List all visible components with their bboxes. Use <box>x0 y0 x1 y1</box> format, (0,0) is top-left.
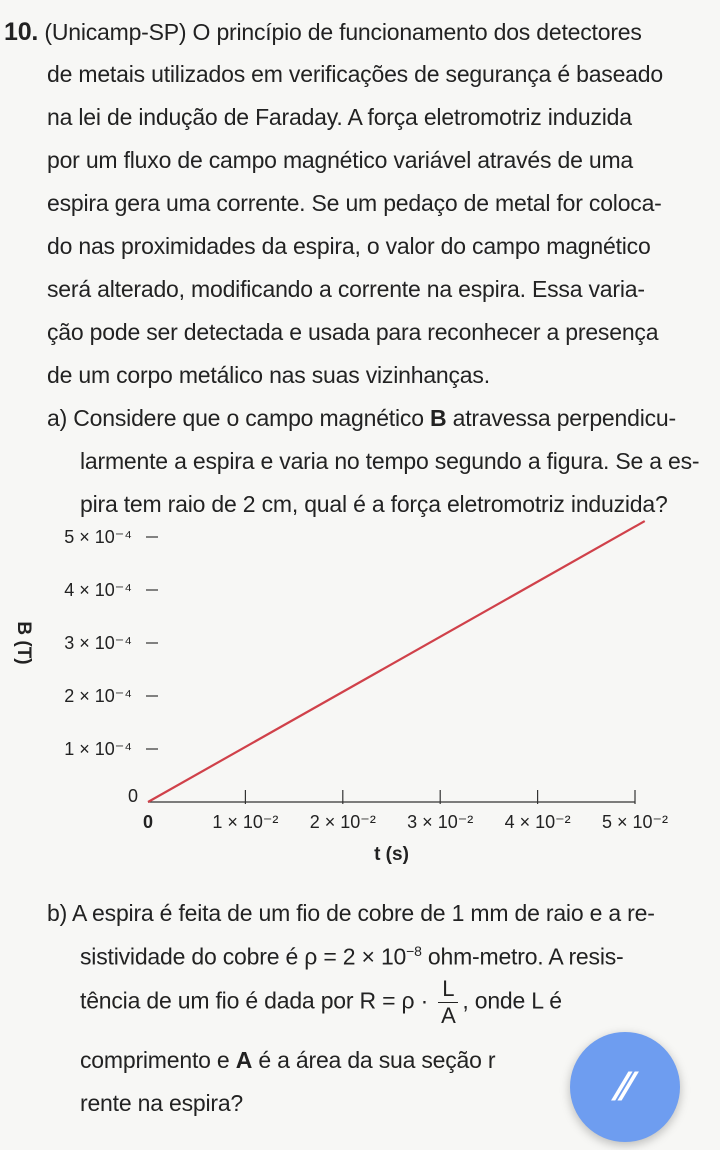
part-b-line-5: rente na espira? <box>80 1090 244 1116</box>
part-b-line-1 <box>47 900 655 927</box>
part-b-text-2-post: ohm-metro. A resis- <box>421 943 624 970</box>
x-tick-label: 1 × 10⁻² <box>212 812 279 832</box>
question-line-4: espira gera uma corrente. Se um pedaço de metal for coloca- <box>47 190 662 216</box>
fraction-numerator: L <box>438 978 458 1003</box>
part-b-text-4-post: é a área da sua seção r <box>252 1047 496 1073</box>
y-tick-label: 1 × 10⁻⁴ <box>64 739 132 759</box>
question-line-0: (Unicamp-SP) O princípio de funcionamento dos detectores <box>44 19 642 45</box>
part-b-text-3-pre: tência de um fio é dada por <box>80 987 360 1014</box>
x-tick-label: 2 × 10⁻² <box>309 812 376 832</box>
y-tick-label: 0 <box>127 786 138 806</box>
question-line-8: de um corpo metálico nas suas vizinhanças. <box>47 362 490 388</box>
part-a-text-post: atravessa perpendicu- <box>446 405 676 431</box>
part-b-bold-a: A <box>235 1047 253 1073</box>
resistivity-equation: ρ = 2 × 10 <box>304 943 407 970</box>
question-line-2: na lei de indução de Faraday. A força eletromotriz induzida <box>47 104 632 130</box>
annotate-fab-button[interactable] <box>570 1032 680 1142</box>
pen-slash-icon: ⁄⁄ <box>618 1065 632 1109</box>
y-axis-label: B (T) <box>13 621 34 665</box>
part-a-label: a) <box>47 405 68 431</box>
part-b-line-3 <box>80 978 562 1027</box>
y-tick-label: 4 × 10⁻⁴ <box>64 580 132 600</box>
part-b-text-2-pre: sistividade do cobre é <box>80 943 305 970</box>
x-tick-label: 5 × 10⁻² <box>601 812 669 832</box>
y-tick-label: 3 × 10⁻⁴ <box>64 633 132 653</box>
x-tick-label: 4 × 10⁻² <box>504 812 571 832</box>
question-line-5: do nas proximidades da espira, o valor do campo magnético <box>47 233 651 259</box>
part-b-label: b) <box>47 900 68 926</box>
x-tick-label: 0 <box>142 812 154 832</box>
y-tick-label: 5 × 10⁻⁴ <box>64 527 132 547</box>
part-b-line-4 <box>80 1047 495 1074</box>
question-line-6: será alterado, modificando a corrente na espira. Essa varia- <box>47 276 645 302</box>
part-a-bold-b: B <box>429 405 447 431</box>
fraction-denominator: A <box>441 1003 456 1028</box>
part-a-line-1 <box>47 405 676 432</box>
question-number: 10. <box>4 18 39 46</box>
question-first-line <box>4 18 642 47</box>
resistivity-exponent: −8 <box>406 943 422 959</box>
part-b-line-2 <box>80 943 624 971</box>
part-b-text-1: A espira é feita de um fio de cobre de 1 mm de raio e a re- <box>71 900 655 926</box>
question-line-3: por um fluxo de campo magnético variável através de uma <box>47 147 634 173</box>
part-a-text: Considere que o campo magnético <box>73 405 430 431</box>
x-tick-label: 3 × 10⁻² <box>407 812 474 832</box>
x-axis-label: t (s) <box>374 844 409 865</box>
part-a-line-2: larmente a espira e varia no tempo segundo a figura. Se a es- <box>80 448 700 474</box>
l-over-a-fraction <box>438 978 458 1027</box>
y-tick-label: 2 × 10⁻⁴ <box>64 686 132 706</box>
part-b-text-4-pre: comprimento e <box>80 1047 236 1073</box>
question-line-7: ção pode ser detectada e usada para reconhecer a presença <box>47 319 659 345</box>
question-line-1: de metais utilizados em verificações de segurança é baseado <box>47 61 663 87</box>
b-vs-t-chart <box>0 500 720 880</box>
part-b-text-3-post: , onde L é <box>462 987 562 1014</box>
resistance-equation: R = ρ · <box>359 987 429 1014</box>
b-series-line <box>148 521 645 802</box>
part-a-line-3: pira tem raio de 2 cm, qual é a força eletromotriz induzida? <box>80 491 668 517</box>
